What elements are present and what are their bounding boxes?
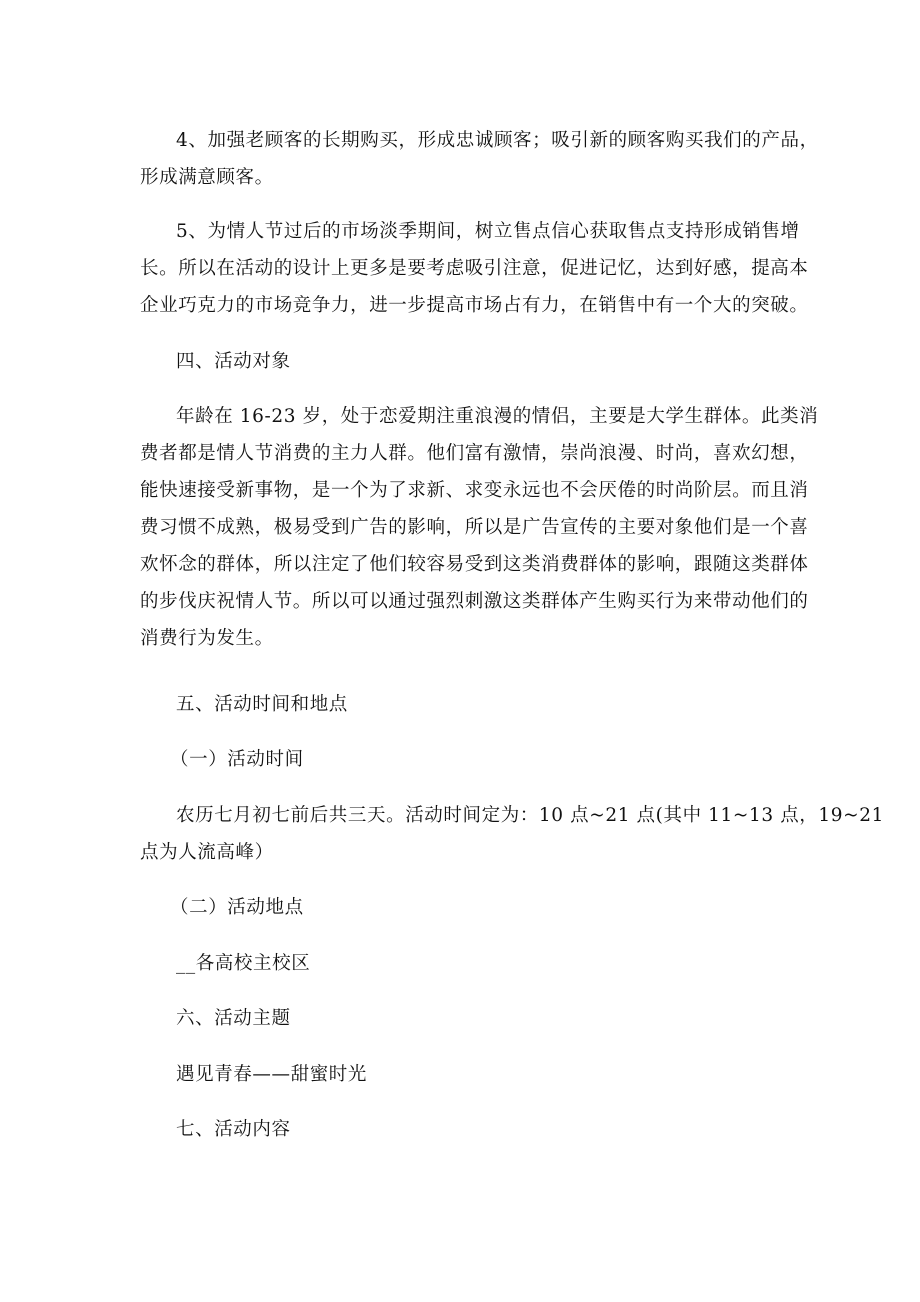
target-paragraph-line-1: 年龄在 16-23 岁，处于恋爱期注重浪漫的情侣，主要是大学生群体。此类消 <box>176 406 819 427</box>
paragraph-5-line-1: 5、为情人节过后的市场淡季期间，树立售点信心获取售点支持形成销售增 <box>176 221 800 242</box>
target-paragraph-line-2: 费者都是情人节消费的主力人群。他们富有激情，崇尚浪漫、时尚，喜欢幻想， <box>140 443 809 464</box>
time-paragraph-line-1: 农历七月初七前后共三天。活动时间定为：10 点~21 点(其中 11~13 点，19~21 <box>176 805 884 826</box>
paragraph-5-line-2: 长。所以在活动的设计上更多是要考虑吸引注意，促进记忆，达到好感，提高本 <box>140 258 809 279</box>
time-paragraph-line-2: 点为人流高峰） <box>140 842 274 863</box>
target-paragraph-line-5: 欢怀念的群体，所以注定了他们较容易受到这类消费群体的影响，跟随这类群体 <box>140 554 809 575</box>
paragraph-4-line-2: 形成满意顾客。 <box>140 167 274 188</box>
section-heading-7: 七、活动内容 <box>176 1119 291 1140</box>
target-paragraph-line-7: 消费行为发生。 <box>140 628 274 649</box>
place-text: __各高校主校区 <box>176 953 311 974</box>
target-paragraph-line-3: 能快速接受新事物，是一个为了求新、求变永远也不会厌倦的时尚阶层。而且消 <box>140 480 809 501</box>
section-heading-4: 四、活动对象 <box>176 351 291 372</box>
theme-text: 遇见青春——甜蜜时光 <box>176 1064 368 1085</box>
target-paragraph-line-6: 的步伐庆祝情人节。所以可以通过强烈刺激这类群体产生购买行为来带动他们的 <box>140 591 809 612</box>
paragraph-5-line-3: 企业巧克力的市场竞争力，进一步提高市场占有力，在销售中有一个大的突破。 <box>140 295 809 316</box>
section-heading-5: 五、活动时间和地点 <box>176 694 348 715</box>
section-heading-6: 六、活动主题 <box>176 1008 291 1029</box>
paragraph-4-line-1: 4、加强老顾客的长期购买，形成忠诚顾客；吸引新的顾客购买我们的产品， <box>176 130 819 151</box>
target-paragraph-line-4: 费习惯不成熟，极易受到广告的影响，所以是广告宣传的主要对象他们是一个喜 <box>140 517 809 538</box>
subheading-place: （二）活动地点 <box>170 897 304 918</box>
subheading-time: （一）活动时间 <box>170 749 304 770</box>
